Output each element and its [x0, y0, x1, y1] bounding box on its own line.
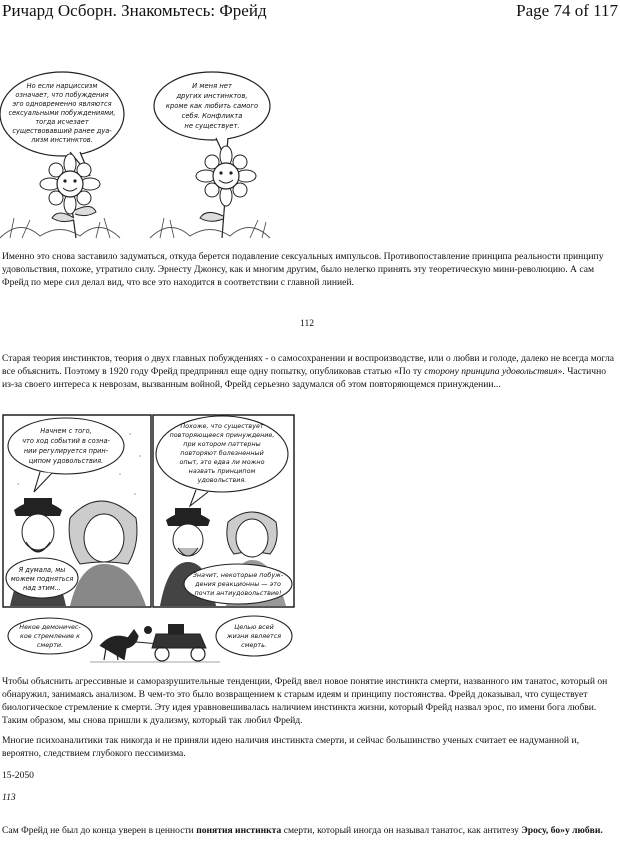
bubble-right-line-1: И меня нет — [192, 82, 232, 90]
bubble-left-line-6: существовавший ранее дуа- — [12, 127, 112, 135]
page-number-113: 113 — [2, 792, 16, 803]
paragraph-repression: Именно это снова заставило задуматься, откуда берется подавление сексуальных импульсов. Противопоставление принципа реальности принципу удовольствия, похоже, утратило силу. Эрнесту Джонсу, как и многим другим, было нелегко принять эту теоретическую мини-революцию. А сам Фрейд по мере сил делал вид, что все это находится в соответствии с главной линией. — [2, 251, 604, 288]
bubble-br-line-3: смерть. — [241, 641, 267, 649]
bubble-tr-line-4: повторяют болезненный — [180, 449, 264, 457]
bubble-mr-line-1: Значит, некоторые побуж- — [192, 571, 284, 579]
comic-illustration-repetition — [0, 414, 296, 664]
para5-bold-2: Эросу, бо»у любви. — [521, 825, 603, 836]
para2-text-b: ». Частично из-за своего интереса к неврозам, вызванным войной, Фрейд серьезно задумался об этом повторяющемся принуждении... — [2, 366, 607, 390]
para5-text-a: Сам Фрейд не был до конца уверен в ценности — [2, 825, 197, 836]
comic-illustration-narcissism — [0, 68, 272, 240]
bubble-ml-line-3: над этим... — [22, 584, 62, 592]
paragraph-old-theory — [2, 352, 614, 391]
paragraph-psychoanalysts: Многие психоаналитики так никогда и не приняли идею наличия инстинкта смерти, и сейчас большинство ученых считает ее надуманной и, вероятно, следствием глубокого пессимизма. — [2, 735, 579, 759]
bubble-left-line-1: Но если нарциссизм — [26, 82, 98, 90]
bubble-tl-line-3: нии регулируется прин- — [23, 447, 109, 455]
bubble-bl-line-2: кое стремление к — [20, 632, 80, 640]
bubble-tr-line-3: при котором паттерны — [183, 440, 261, 448]
bubble-right-line-3: кроме как любить самого — [165, 102, 259, 110]
bubble-ml-line-1: Я думала, мы — [18, 566, 66, 574]
paragraph-death-instinct: Чтобы объяснить агрессивные и саморазрушительные тенденции, Фрейд ввел новое понятие инстинкта смерти, названного им танатос, который он обнаружил, занимаясь анализом. В чем-то это было возвращением к старым идеям и принципу постоянства. Фрейд доказывал, что существует биологическое стремление к смерти. Эту идея уравновешивалась наличием инстинкта жизни, который Фрейд назвал эрос, по имени бога любви. Таким образом, мы снова пришли к дуализму, который так любил Фрейд. — [2, 676, 608, 726]
bubble-tr-line-6: назвать принципом — [188, 467, 256, 475]
para5-bold-1: понятия инстинкта — [196, 825, 282, 836]
bubble-left-line-4: сексуальными побуждениями, — [8, 109, 116, 117]
bubble-bl-line-1: Некое демоничес- — [19, 623, 81, 631]
bubble-right-line-4: себя. Конфликта — [181, 112, 243, 120]
bubble-mr-line-2: дения реакционны — это — [195, 580, 281, 588]
para5-text-c: смерти, который иногда он называл танатос, как антитезу — [281, 825, 522, 836]
reference-code: 15-2050 — [2, 770, 34, 781]
bubble-tr-line-7: удовольствия. — [197, 476, 247, 484]
bubble-br-line-2: жизни является — [226, 632, 282, 640]
bubble-tr-line-5: опыт, это едва ли можно — [179, 458, 265, 466]
paragraph-freud-uncertain — [2, 824, 614, 837]
bubble-tl-line-2: что ход событий в созна- — [22, 437, 110, 445]
book-title: Ричард Осборн. Знакомьтесь: Фрейд — [2, 1, 267, 20]
bubble-mr-line-3: почти антиудовольствие! — [194, 589, 282, 597]
flower-left — [40, 154, 100, 238]
carriage-scene — [8, 616, 292, 662]
bubble-tl-line-1: Начнем с того, — [40, 427, 92, 435]
bubble-left-line-3: эго одновременно являются — [12, 100, 112, 108]
bubble-ml-line-2: можем подняться — [10, 575, 74, 583]
para2-text-a: Старая теория инстинктов, теория о двух главных побуждениях - о самосохранении и воспроизводстве, или о любви и голоде, далеко не всегда могла все объяснить. Поэтому в 1920 году Фрейд предпринял еще одну попытку, опубликовав статью «По ту — [2, 353, 614, 377]
flower-right — [196, 146, 256, 238]
bubble-tr-line-2: повторяющееся принуждение, — [169, 431, 275, 439]
bubble-left-line-7: лизм инстинктов. — [31, 136, 93, 144]
page-indicator: Page 74 of 117 — [516, 1, 618, 20]
bubble-left-line-2: означает, что побуждения — [15, 91, 109, 99]
bubble-left-line-5: тогда исчезает — [35, 118, 89, 126]
bubble-tl-line-4: ципом удовольствия. — [28, 457, 104, 465]
para2-italic-title: сторону принципа удовольствия — [424, 366, 558, 377]
bubble-right-line-5: не существует. — [184, 122, 240, 130]
bubble-bl-line-3: смерти. — [36, 641, 64, 649]
page-number-112: 112 — [300, 318, 315, 329]
bubble-right-line-2: других инстинктов, — [176, 92, 248, 100]
bubble-br-line-1: Целью всей — [234, 623, 274, 631]
bubble-tr-line-1: Похоже, что существует — [180, 422, 264, 430]
